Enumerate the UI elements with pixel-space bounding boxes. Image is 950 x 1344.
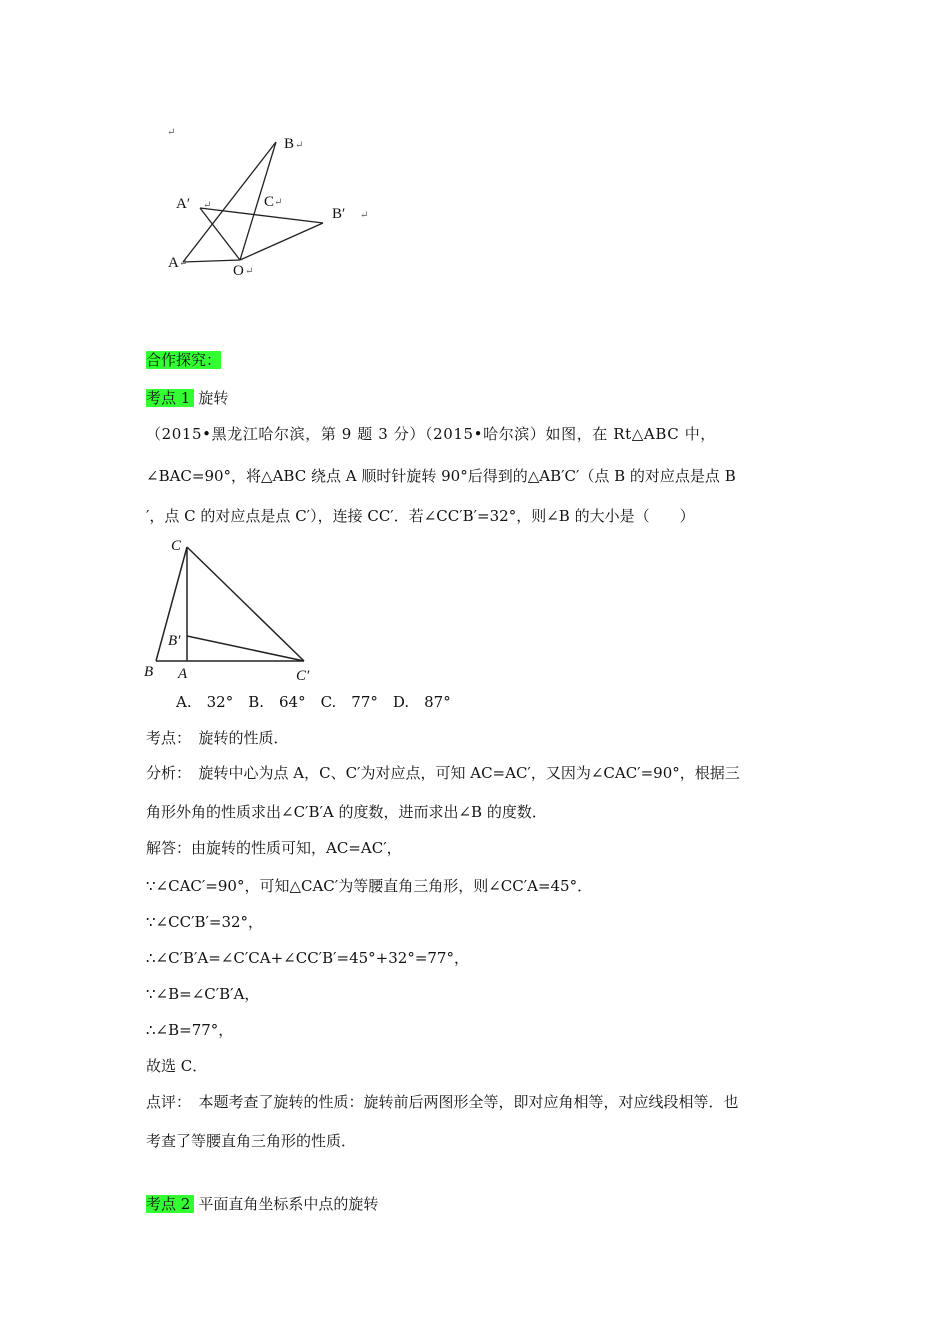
answer-options: A. 32° B. 64° C. 77° D. 87° <box>176 693 451 711</box>
label-B-prime: B′ <box>332 206 346 222</box>
label-B: B <box>144 664 154 680</box>
rotation-figure-1 <box>150 120 390 290</box>
problem-line-2: ∠BAC=90°，将△ABC 绕点 A 顺时针旋转 90°后得到的△AB′C′（点 B 的对应点是点 B <box>146 467 736 485</box>
solution-step-3: ∴∠C′B′A=∠C′CA+∠CC′B′=45°+32°=77°， <box>146 949 469 967</box>
return-mark: ↵ <box>179 258 188 269</box>
return-mark: ↵ <box>245 266 254 277</box>
section-heading: 合作探究： <box>146 351 222 369</box>
return-mark: ↵ <box>274 197 283 208</box>
final-choice: 故选 C． <box>146 1057 208 1075</box>
segment-C-C-prime <box>187 547 304 661</box>
comment-line-2: 考查了等腰直角三角形的性质． <box>146 1132 357 1150</box>
solution-step-4: ∵∠B=∠C′B′A， <box>146 985 260 1003</box>
comment-line-1: 点评： 本题考查了旋转的性质：旋转前后两图形全等，即对应角相等，对应线段相等．也 <box>146 1093 739 1111</box>
topic-tag: 考点 1 <box>146 389 194 407</box>
label-A: A <box>178 666 188 682</box>
solution-line: 解答：由旋转的性质可知，AC=AC′， <box>146 839 402 857</box>
return-mark: ↵ <box>203 200 212 211</box>
segment-Ap-O <box>200 208 240 260</box>
problem-line-1: （2015•黑龙江哈尔滨，第 9 题 3 分）（2015•哈尔滨）如图，在 Rt△ABC 中， <box>146 425 716 443</box>
kaodian-line: 考点： 旋转的性质． <box>146 729 289 747</box>
solution-step-2: ∵∠CC′B′=32°， <box>146 913 264 931</box>
analysis-line-2: 角形外角的性质求出∠C′B′A 的度数，进而求出∠B 的度数． <box>146 803 547 821</box>
return-mark: ↵ <box>360 210 369 221</box>
return-mark: ↵ <box>295 140 304 151</box>
label-B-prime: B′ <box>168 633 181 649</box>
segment-B-prime-C-prime <box>187 636 304 661</box>
label-A: A <box>168 255 179 271</box>
solution-step-5: ∴∠B=77°， <box>146 1021 234 1039</box>
segment-A-O <box>183 260 240 262</box>
problem-line-3: ′，点 C 的对应点是点 C′），连接 CC′．若∠CC′B′=32°，则∠B 的大小是（ ） <box>146 507 695 525</box>
return-mark: ↵ <box>167 127 176 138</box>
label-C: C <box>264 194 275 210</box>
label-O: O <box>233 263 244 279</box>
topic-title: 平面直角坐标系中点的旋转 <box>198 1195 379 1213</box>
topic-tag: 考点 2 <box>146 1195 194 1213</box>
analysis-line-1: 分析： 旋转中心为点 A，C、C′为对应点，可知 AC=AC′，又因为∠CAC′=90°，根据三 <box>146 764 740 782</box>
label-B: B <box>284 136 295 152</box>
solution-step-1: ∵∠CAC′=90°，可知△CAC′为等腰直角三角形，则∠CC′A=45°． <box>146 877 593 895</box>
label-C-prime: C′ <box>296 668 310 684</box>
topic-title: 旋转 <box>198 389 229 407</box>
topic-2-heading <box>146 1194 378 1214</box>
rotation-figure-2 <box>140 532 330 684</box>
label-A-prime: A′ <box>176 196 191 212</box>
segment-A-B <box>183 142 276 262</box>
label-C: C <box>171 538 182 554</box>
topic-1-heading <box>146 388 228 408</box>
segment-O-Bp <box>240 223 323 260</box>
